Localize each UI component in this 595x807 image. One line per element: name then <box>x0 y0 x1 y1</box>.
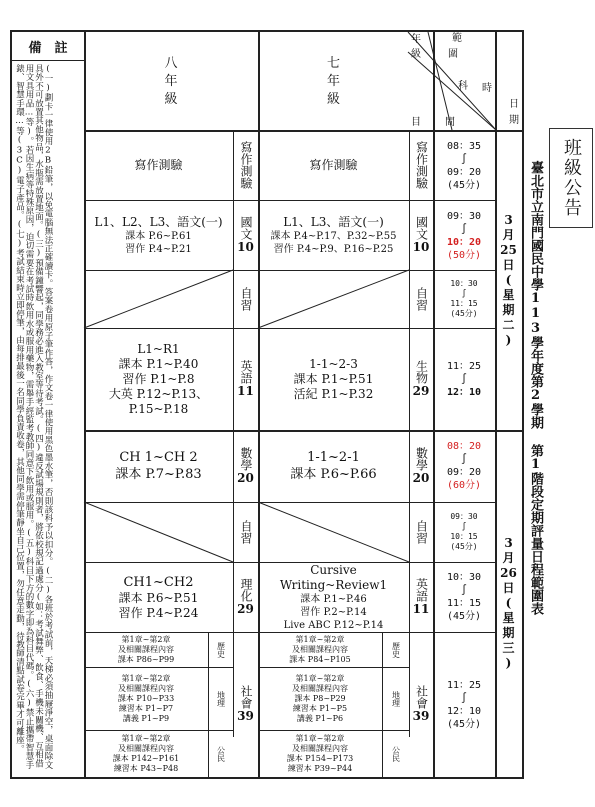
time-slot-7: 10：30 ∫ 11：15 (45分) <box>446 572 482 622</box>
g8-civics-range: 第1章~第2章 及相關課程內容 課本 P142~P161 練習本 P43~P48 <box>112 733 180 773</box>
notes-header: 備 註 <box>28 40 68 56</box>
g8-math-subject: 數學 20 <box>237 446 254 485</box>
grade7-header: 七 年 級 <box>326 56 340 107</box>
g8-civics-label: 公民 <box>216 745 226 762</box>
g7-biology-subject: 生物 29 <box>412 359 430 398</box>
g8-self-study: 自習 <box>239 287 253 311</box>
time-slot-1: 08：35 ∫ 09：20 (45分) <box>446 141 482 191</box>
g8-chinese-range: L1、L2、L3、語文(一) 課本 P.6~P.61 習作 P.4~P.21 <box>94 214 223 255</box>
hdr-nian: 年 <box>411 34 421 45</box>
hdr-ri: 日 <box>509 99 519 110</box>
g7-math-subject: 數學 20 <box>412 446 430 485</box>
g7-geography-label: 地理 <box>391 690 401 707</box>
g7-self-study-2-diagonal <box>258 502 409 562</box>
g7-history-range: 第1章~第2章 及相關課程內容 課本 P84~P105 <box>289 634 351 664</box>
page-title: 臺北市立南門國民中學113學年度第2學期 第1階段定期評量日程範圍表 <box>528 161 543 615</box>
g8-science-subject: 理化 29 <box>237 577 254 616</box>
g8-english-subject: 英語 11 <box>237 359 254 398</box>
g7-biology-range: 1-1~2-3 課本 P.1~P.51 活紀 P.1~P.32 <box>293 356 374 401</box>
g8-history-label: 歷史 <box>216 641 226 658</box>
grade8-header: 八 年 級 <box>164 56 178 107</box>
g7-history-label: 歷史 <box>391 641 401 658</box>
g8-writing-subject: 寫作測驗 <box>239 141 253 189</box>
g7-civics-label: 公民 <box>391 745 401 762</box>
g7-writing-test: 寫作測驗 <box>309 157 358 172</box>
g8-science-range: CH1~CH2 課本 P.6~P.51 習作 P.4~P.24 <box>118 574 199 620</box>
time-slot-5: 08：20 ∫ 09：20 (60分) <box>446 441 482 491</box>
hdr-ji: 級 <box>411 49 421 60</box>
time-slot-6: 09：30 ∫ 10：15 (45分) <box>450 512 478 551</box>
g7-english-subject: 英語 11 <box>412 577 430 616</box>
g7-civics-range: 第1章~第2章 及相關課程內容 課本 P154~P173 練習本 P39~P44 <box>286 733 354 773</box>
hdr-mu: 目 <box>411 117 421 128</box>
g8-geography-range: 第1章~第2章 及相關課程內容 課本 P10~P33 練習本 P1~P7 講義 P1~P9 <box>117 673 175 723</box>
g8-self-study-2: 自習 <box>239 520 253 544</box>
schedule-table <box>10 30 524 779</box>
g7-english-range: Cursive Writing~Review1 課本 P.1~P.46 習作 P.2~P.14 Live ABC P.12~P.14 <box>279 562 388 631</box>
notes-body: (一)劃卡一律使用2B鉛筆，以免電腦無法正確讀卡。答案卷用原子筆作答，作文卷一律使用黑色墨水筆，否則該科予以扣分。(二)各班於考試前，天梯必須抽屜淨空，桌面除文具外不可放置其他物品，水瓶需放置地面。(三)預備鐘響起，同學務必進入教室等待考試。(四)違反試場規則者，將依校規記過處分(如：考試舞弊、飲食、手機未關機、互相借用文具用品…等)。若因生病等特殊原因，迫切需要在考試時飲用水或服用藥物，需舉手經監考教師同意下飲用或服用。(五)科目下方的數字即為科目代碼。(六)禁止攜帶智慧手錶、智慧手環…等(3C)電子產品。(七)考試結束時立即停筆，由每排最後一名同學負責收卷，其他同學需停筆靜坐自己位置，勿任意走動，待教師清點試卷完畢才可離座。 <box>14 64 53 769</box>
g7-self-study-2: 自習 <box>414 520 429 544</box>
g7-geography-range: 第1章~第2章 及相關課程內容 課本 P8~P29 練習本 P1~P5 講義 P1~P6 <box>292 673 348 723</box>
hdr-wei: 圍 <box>448 49 458 60</box>
date-day1: 3 月 25 日 ( 星 期 二 ) <box>500 212 517 347</box>
g7-math-range: 1-1~2-1 課本 P.6~P.66 <box>290 450 377 482</box>
g7-self-study: 自習 <box>414 287 429 311</box>
time-slot-8: 11：25 ∫ 12：10 (45分) <box>446 679 482 730</box>
g8-math-range: CH 1~CH 2 課本 P.7~P.83 <box>115 450 202 482</box>
hdr-qi: 期 <box>509 115 519 126</box>
hdr-ke: 科 <box>458 81 468 92</box>
g8-english-range: L1~R1 課本 P.1~P.40 習作 P.1~P.8 大英 P.12~P.13、 P.15~P.18 <box>108 341 209 416</box>
time-slot-2: 09：30 ∫ 10：20 (50分) <box>446 211 482 261</box>
g8-self-study-diagonal <box>84 270 233 328</box>
g8-writing-test: 寫作測驗 <box>134 157 183 172</box>
hdr-jian: 間 <box>445 117 455 128</box>
g7-writing-subject: 寫作測驗 <box>414 141 429 189</box>
hdr-shi: 時 <box>482 83 492 94</box>
g8-geography-label: 地理 <box>216 690 226 707</box>
g8-social-subject: 社會 39 <box>237 685 254 723</box>
g7-chinese-subject: 國文 10 <box>412 215 430 254</box>
g8-self-study-2-diagonal <box>84 502 233 562</box>
notice-box-text: 班級公告 <box>561 138 582 218</box>
time-slot-3: 10：30 ∫ 11：15 (45分) <box>450 279 478 318</box>
g7-self-study-diagonal <box>258 270 409 328</box>
g7-social-subject: 社會 39 <box>412 685 430 723</box>
g8-history-range: 第1章~第2章 及相關課程內容 課本 P86~P99 <box>117 634 175 664</box>
date-day2: 3 月 26 日 ( 星 期 三 ) <box>500 536 517 670</box>
notice-box <box>549 128 593 228</box>
hdr-range: 範 <box>452 33 462 44</box>
time-slot-4: 11：25 ∫ 12：10 <box>446 360 482 398</box>
g8-chinese-subject: 國文 10 <box>237 215 254 254</box>
g7-chinese-range: L1、L3、語文(一) 課本 P.4~P.17、P.32~P.55 習作 P.4~P.9、P.16~P.25 <box>270 214 397 255</box>
